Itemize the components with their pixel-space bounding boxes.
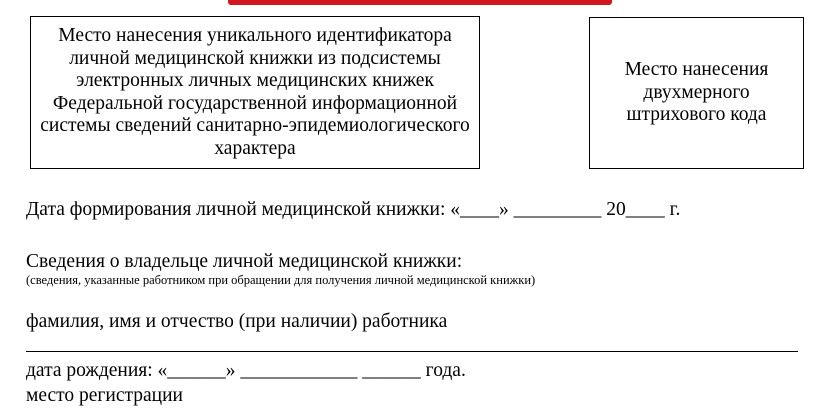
barcode-placement-text: Место нанесения двухмерного штрихового кода: [624, 59, 769, 126]
top-red-banner: [228, 0, 612, 5]
owner-info-note: (сведения, указанные работником при обращении для получения личной медицинской книжки): [26, 273, 536, 287]
issue-date-line: Дата формирования личной медицинской книжки: «____» _________ 20____ г.: [26, 199, 681, 220]
barcode-placement-box: [589, 17, 804, 169]
owner-info-heading: Сведения о владельце личной медицинской книжки:: [26, 251, 463, 272]
full-name-label: фамилия, имя и отчество (при наличии) работника: [26, 311, 448, 332]
unique-identifier-placement-box: [30, 16, 480, 169]
unique-identifier-placement-text: Место нанесения уникального идентификатора личной медицинской книжки из подсистемы электронных личных медицинских книжек Федеральной государственной информационной системы сведений санитарно-эпидемиологического характера: [40, 25, 470, 159]
registration-label: место регистрации: [26, 385, 183, 406]
birth-date-line: дата рождения: «______» ____________ ______ года.: [26, 360, 466, 381]
full-name-underline: [26, 351, 798, 352]
